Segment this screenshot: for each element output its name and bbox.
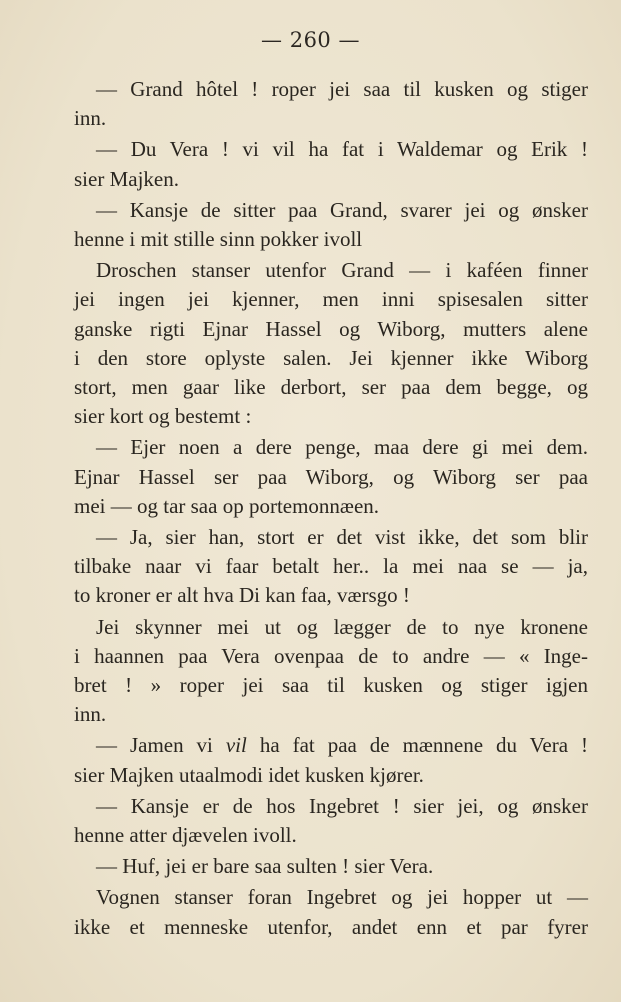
text-segment: ha fat paa de mænnene du Vera ! xyxy=(246,733,588,758)
text-line: i den store oplyste salen. Jei kjenner ikke Wiborg xyxy=(74,345,588,370)
text-line: Droschen stanser utenfor Grand — i kaféen finner xyxy=(96,258,588,283)
paragraph xyxy=(74,135,588,193)
emphasized-word: vil xyxy=(225,733,247,758)
text-line: to kroner er alt hva Di kan faa, værsgo ! xyxy=(74,583,410,608)
text-line: bret ! » roper jei saa til kusken og stiger igjen xyxy=(74,673,588,698)
text-line: Ejnar Hassel ser paa Wiborg, og Wiborg ser paa xyxy=(74,464,588,489)
text-line: jei ingen jei kjenner, men inni spisesalen sitter xyxy=(74,287,588,312)
page-number: — 260 — xyxy=(261,28,360,52)
text-line: — Kansje de sitter paa Grand, svarer jei og ønsker xyxy=(96,197,588,222)
text-line: i haannen paa Vera ovenpaa de to andre — « Inge- xyxy=(74,643,588,668)
text-line: Jei skynner mei ut og lægger de to nye kronene xyxy=(96,614,588,639)
text-line: sier Majken. xyxy=(74,166,179,191)
paragraph xyxy=(74,792,588,850)
text-line: — Du Vera ! vi vil ha fat i Waldemar og Erik ! xyxy=(96,137,588,162)
text-line: stort, men gaar like derbort, ser paa dem begge, og xyxy=(74,375,588,400)
paragraph xyxy=(74,613,588,730)
text-line: sier Majken utaalmodi idet kusken kjører. xyxy=(74,762,424,787)
text-line: inn. xyxy=(74,106,107,131)
paragraph xyxy=(74,75,588,133)
text-line xyxy=(74,731,588,760)
text-line: — Huf, jei er bare saa sulten ! sier Vera. xyxy=(96,854,434,879)
text-segment: — Jamen vi xyxy=(96,733,226,758)
paragraph xyxy=(74,433,588,521)
text-line: henne i mit stille sinn pokker ivoll xyxy=(74,227,363,252)
text-line: — Kansje er de hos Ingebret ! sier jei, og ønsker xyxy=(96,793,588,818)
text-line: sier kort og bestemt : xyxy=(74,404,252,429)
text-line: — Ejer noen a dere penge, maa dere gi mei dem. xyxy=(96,435,588,460)
paragraph xyxy=(74,852,588,881)
body-text xyxy=(74,75,588,944)
text-line: — Grand hôtel ! roper jei saa til kusken og stiger xyxy=(96,77,588,101)
text-line: tilbake naar vi faar betalt her.. la mei naa se — ja, xyxy=(74,554,588,579)
paragraph xyxy=(74,256,588,431)
paragraph xyxy=(74,196,588,254)
text-line: henne atter djævelen ivoll. xyxy=(74,823,297,848)
text-line: inn. xyxy=(74,702,107,727)
paragraph xyxy=(74,731,588,789)
text-line: ganske rigti Ejnar Hassel og Wiborg, mutters alene xyxy=(74,316,588,341)
text-line: ikke et menneske utenfor, andet enn et par fyrer xyxy=(74,914,588,939)
paragraph xyxy=(74,883,588,941)
text-line: — Ja, sier han, stort er det vist ikke, det som blir xyxy=(96,525,588,550)
text-line: Vognen stanser foran Ingebret og jei hopper ut — xyxy=(96,885,588,910)
text-line: mei — og tar saa op portemonnæen. xyxy=(74,493,380,518)
paragraph xyxy=(74,523,588,611)
